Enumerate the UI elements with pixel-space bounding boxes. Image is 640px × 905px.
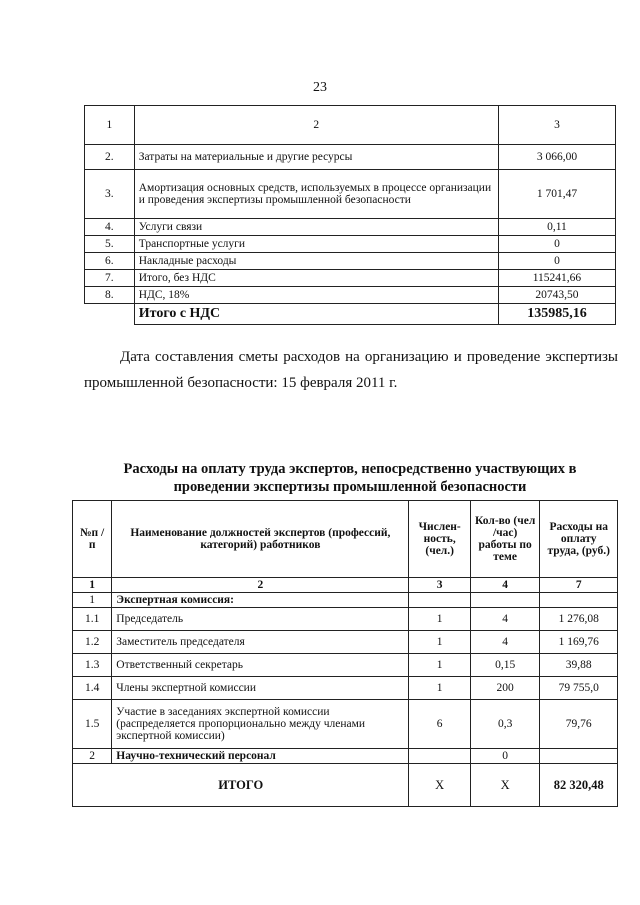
row-description: Накладные расходы (134, 253, 498, 270)
column-index: 3 (498, 106, 615, 145)
row-hours: 0,3 (470, 700, 540, 749)
row-number: 1.2 (73, 631, 112, 654)
column-index: 3 (409, 578, 470, 593)
row-sum: 79,76 (540, 700, 618, 749)
table-row (73, 700, 618, 749)
row-count (409, 749, 470, 764)
row-number: 7. (85, 270, 135, 287)
table-row (73, 631, 618, 654)
row-name: Председатель (112, 608, 409, 631)
row-hours: 0 (470, 749, 540, 764)
row-value: 115241,66 (498, 270, 615, 287)
table-row (73, 677, 618, 700)
row-description: Транспортные услуги (134, 236, 498, 253)
row-hours (470, 593, 540, 608)
row-description: Итого, без НДС (134, 270, 498, 287)
table-row (85, 145, 616, 170)
grand-total-sum: 82 320,48 (540, 764, 618, 807)
table-row (73, 654, 618, 677)
row-sum: 79 755,0 (540, 677, 618, 700)
title-line: Расходы на оплату труда экспертов, непосредственно участвующих в (123, 461, 577, 477)
grand-total-hours: Х (470, 764, 540, 807)
row-sum (540, 593, 618, 608)
table-row (85, 236, 616, 253)
page-number: 23 (313, 80, 327, 95)
column-index: 1 (85, 106, 135, 145)
total-row (85, 304, 616, 325)
row-hours: 0,15 (470, 654, 540, 677)
cost-table (84, 105, 616, 325)
row-count: 1 (409, 677, 470, 700)
header-count: Числен- ность, (чел.) (409, 501, 470, 578)
row-number (85, 304, 135, 325)
row-number: 6. (85, 253, 135, 270)
row-count: 1 (409, 608, 470, 631)
row-value: 0 (498, 253, 615, 270)
labor-cost-table (72, 500, 618, 807)
table-header-row (73, 501, 618, 578)
row-number: 4. (85, 219, 135, 236)
row-hours: 200 (470, 677, 540, 700)
table-row (73, 608, 618, 631)
row-sum: 39,88 (540, 654, 618, 677)
header-name: Наименование должностей экспертов (профессий, категорий) работников (112, 501, 409, 578)
row-sum (540, 749, 618, 764)
row-count (409, 593, 470, 608)
grand-total-label: ИТОГО (73, 764, 409, 807)
row-number: 1.3 (73, 654, 112, 677)
row-name: Участие в заседаниях экспертной комиссии (распределяется пропорционально между членами экспертной комиссии) (112, 700, 409, 749)
row-name: Члены экспертной комиссии (112, 677, 409, 700)
row-name: Ответственный секретарь (112, 654, 409, 677)
row-number: 1.4 (73, 677, 112, 700)
row-description: Услуги связи (134, 219, 498, 236)
row-number: 1.5 (73, 700, 112, 749)
row-name: Экспертная комиссия: (112, 593, 409, 608)
labor-cost-title (70, 460, 630, 496)
row-value: 1 701,47 (498, 170, 615, 219)
column-index-row (73, 578, 618, 593)
row-number: 2 (73, 749, 112, 764)
row-count: 1 (409, 631, 470, 654)
row-value: 3 066,00 (498, 145, 615, 170)
row-name: Заместитель председателя (112, 631, 409, 654)
column-index: 2 (112, 578, 409, 593)
row-description: Затраты на материальные и другие ресурсы (134, 145, 498, 170)
grand-total-count: Х (409, 764, 470, 807)
row-number: 3. (85, 170, 135, 219)
row-name: Научно-технический персонал (112, 749, 409, 764)
row-number: 8. (85, 287, 135, 304)
row-count: 6 (409, 700, 470, 749)
table-row (85, 219, 616, 236)
row-sum: 1 169,76 (540, 631, 618, 654)
table-row (85, 170, 616, 219)
row-count: 1 (409, 654, 470, 677)
grand-total-row (73, 764, 618, 807)
row-value: 20743,50 (498, 287, 615, 304)
row-value: 0,11 (498, 219, 615, 236)
column-index: 4 (470, 578, 540, 593)
row-description: Амортизация основных средств, используемых в процессе организации и проведения экспертизы промышленной безопасности (134, 170, 498, 219)
row-number: 5. (85, 236, 135, 253)
header-sum: Расходы на оплату труда, (руб.) (540, 501, 618, 578)
table-row (73, 749, 618, 764)
table-header-row (85, 106, 616, 145)
table-row (85, 253, 616, 270)
row-description: НДС, 18% (134, 287, 498, 304)
title-line: проведении экспертизы промышленной безопасности (173, 479, 527, 495)
row-number: 1.1 (73, 608, 112, 631)
row-hours: 4 (470, 608, 540, 631)
row-value: 0 (498, 236, 615, 253)
column-index: 7 (540, 578, 618, 593)
row-sum: 1 276,08 (540, 608, 618, 631)
estimate-date-paragraph: Дата составления сметы расходов на организацию и проведение экспертизы промышленной безопасности: 15 февраля 2011 г. (84, 349, 618, 391)
header-num: №п /п (73, 501, 112, 578)
row-hours: 4 (470, 631, 540, 654)
table-row (73, 593, 618, 608)
row-number: 1 (73, 593, 112, 608)
row-number: 2. (85, 145, 135, 170)
column-index: 1 (73, 578, 112, 593)
table-row (85, 270, 616, 287)
table-row (85, 287, 616, 304)
total-value: 135985,16 (498, 304, 615, 325)
header-hours: Кол-во (чел /час) работы по теме (470, 501, 540, 578)
total-label: Итого с НДС (134, 304, 498, 325)
column-index: 2 (134, 106, 498, 145)
